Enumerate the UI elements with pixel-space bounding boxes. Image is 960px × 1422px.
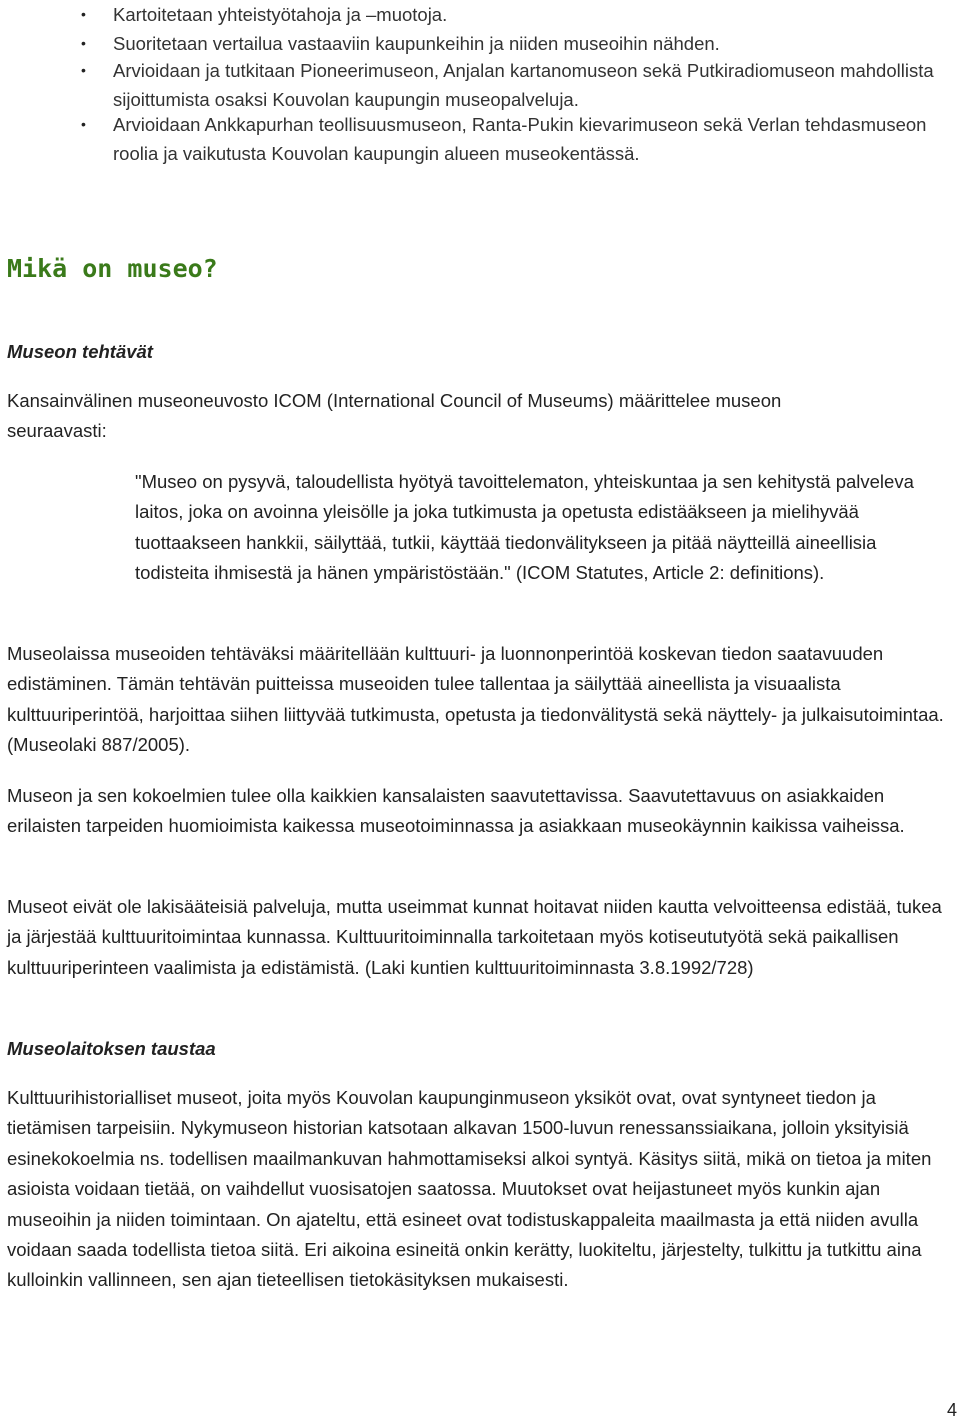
bullet-icon: • [81,35,86,51]
body-paragraph: Kulttuurihistorialliset museot, joita myös Kouvolan kaupunginmuseon yksiköt ovat, ovat syntyneet tiedon ja tietämisen tarpeisiin. Nykymuseon historian katsotaan alkavan 1500-luvun renessanssiaikana, jolloin yksityisiä esinekokoelmia ns. todellisen maailmankuvan hahmottamiseksi alkoi syntyä. Käsitys siitä, mikä on tietoa ja miten asioista voidaan tietää, on vaihdellut vuosisatojen saatossa. Muutokset ovat heijastuneet myös kunkin ajan museoihin ja niiden toimintaan. On ajateltu, että esineet ovat todistuskappaleita maailmasta ja että niiden avulla voidaan saada todellista tietoa siitä. Eri aikoina esineitä onkin kerätty, luokiteltu, järjestelty, tulkittu ja tutkittu aina kulloinkin vallinneen, sen ajan tieteellisen tietokäsityksen mukaisesti. [7,1087,932,1291]
bullet-icon: • [81,116,86,132]
page-number: 4 [946,1400,957,1420]
list-item-text: Arvioidaan Ankkapurhan teollisuusmuseon, Ranta-Pukin kievarimuseon sekä Verlan tehdasmuseon roolia ja vaikutusta Kouvolan kaupungin alueen museokentässä. [113,114,927,164]
body-paragraph: Museot eivät ole lakisääteisiä palveluja, mutta useimmat kunnat hoitavat niiden kautta velvoitteensa edistää, tukea ja järjestää kulttuuritoimintaa kunnassa. Kulttuuritoiminnalla tarkoitetaan myös kotiseututyötä sekä paikallisen kulttuuriperinteen vaalimista ja edistämistä. (Laki kuntien kulttuuritoiminnasta 3.8.1992/728) [7,896,942,978]
body-paragraph: Museolaissa museoiden tehtäväksi määritellään kulttuuri- ja luonnonperintöä koskevan tiedon saatavuuden edistäminen. Tämän tehtävän puitteissa museoiden tulee tallentaa ja säilyttää aineellista ja visuaalista kulttuuriperintöä, harjoittaa siihen liittyvää tutkimusta, opetusta ja tiedonvälitystä sekä näyttely- ja julkaisutoimintaa. (Museolaki 887/2005). [7,643,944,756]
list-item [81,56,943,114]
list-item-text: Kartoitetaan yhteistyötahoja ja –muotoja. [113,4,448,25]
list-item [81,29,943,58]
section-subheading: Museolaitoksen taustaa [7,1038,216,1059]
section-subheading: Museon tehtävät [7,341,153,362]
intro-paragraph: Kansainvälinen museoneuvosto ICOM (International Council of Museums) määrittelee museon seuraavasti: [7,390,782,442]
bullet-icon: • [81,6,86,22]
bullet-icon: • [81,62,86,78]
list-item [81,110,943,168]
list-item [81,0,943,29]
icom-quote: "Museo on pysyvä, taloudellista hyötyä tavoittelematon, yhteiskuntaa ja sen kehitystä palveleva laitos, joka on avoinna yleisölle ja joka tutkimusta ja opetusta edistääkseen ja mielihyvää tuottaakseen hankkii, säilyttää, tutkii, käyttää tiedonvälitykseen ja pitää näytteillä aineellisia todisteita ihmisestä ja hänen ympäristöstään." (ICOM Statutes, Article 2: definitions). [135,471,914,584]
list-item-text: Arvioidaan ja tutkitaan Pioneerimuseon, Anjalan kartanomuseon sekä Putkiradiomuseon mahdollista sijoittumista osaksi Kouvolan kaupungin museopalveluja. [113,60,934,110]
body-paragraph: Museon ja sen kokoelmien tulee olla kaikkien kansalaisten saavutettavissa. Saavutettavuus on asiakkaiden erilaisten tarpeiden huomioimista kaikessa museotoiminnassa ja asiakkaan museokäynnin kaikissa vaiheissa. [7,785,905,837]
page-title: Mikä on museo? [7,254,218,283]
list-item-text: Suoritetaan vertailua vastaaviin kaupunkeihin ja niiden museoihin nähden. [113,33,720,54]
